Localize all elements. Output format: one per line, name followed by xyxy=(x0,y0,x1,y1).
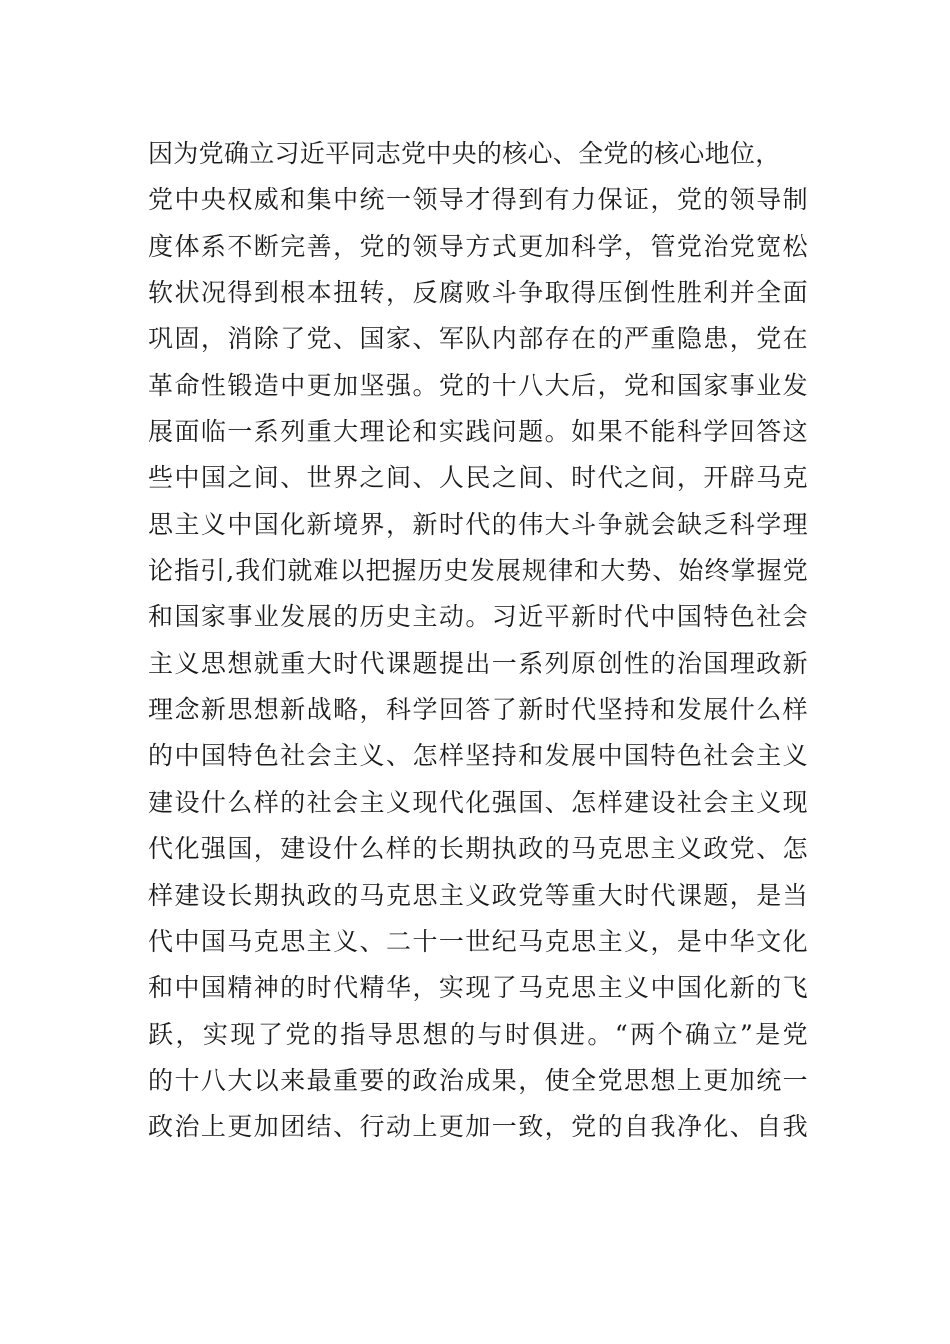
text-line: 跃，实现了党的指导思想的与时俱进。“两个确立”是党 xyxy=(148,1019,808,1049)
text-line: 主义思想就重大时代课题提出一系列原创性的治国理政新 xyxy=(148,648,808,678)
text-line: 建设什么样的社会主义现代化强国、怎样建设社会主义现 xyxy=(148,787,808,817)
text-line: 革命性锻造中更加坚强。党的十八大后，党和国家事业发 xyxy=(148,370,808,400)
text-line: 因为党确立习近平同志党中央的核心、全党的核心地位， xyxy=(148,139,781,168)
text-line: 软状况得到根本扭转，反腐败斗争取得压倒性胜利并全面 xyxy=(148,278,808,308)
text-line: 理念新思想新战略，科学回答了新时代坚持和发展什么样 xyxy=(148,695,808,725)
text-line: 样建设长期执政的马克思主义政党等重大时代课题，是当 xyxy=(148,880,808,910)
text-line: 代中国马克思主义、二十一世纪马克思主义，是中华文化 xyxy=(148,926,808,956)
text-line: 展面临一系列重大理论和实践问题。如果不能科学回答这 xyxy=(148,417,808,447)
text-line: 度体系不断完善，党的领导方式更加科学，管党治党宽松 xyxy=(148,231,808,261)
text-line: 和国家事业发展的历史主动。习近平新时代中国特色社会 xyxy=(148,602,808,632)
text-line: 论指引,我们就难以把握历史发展规律和大势、始终掌握党 xyxy=(148,556,808,586)
body-text xyxy=(148,131,808,1151)
text-line: 党中央权威和集中统一领导才得到有力保证，党的领导制 xyxy=(148,185,808,215)
text-line: 代化强国，建设什么样的长期执政的马克思主义政党、怎 xyxy=(148,834,808,864)
text-line: 的中国特色社会主义、怎样坚持和发展中国特色社会主义 xyxy=(148,741,808,771)
text-line: 的十八大以来最重要的政治成果，使全党思想上更加统一 xyxy=(148,1065,808,1095)
text-line: 和中国精神的时代精华，实现了马克思主义中国化新的飞 xyxy=(148,973,808,1003)
text-line: 些中国之间、世界之间、人民之间、时代之间，开辟马克 xyxy=(148,463,808,493)
text-line: 巩固，消除了党、国家、军队内部存在的严重隐患，党在 xyxy=(148,324,808,354)
text-line: 政治上更加团结、行动上更加一致，党的自我净化、自我 xyxy=(148,1112,808,1142)
text-line: 思主义中国化新境界，新时代的伟大斗争就会缺乏科学理 xyxy=(148,509,808,539)
